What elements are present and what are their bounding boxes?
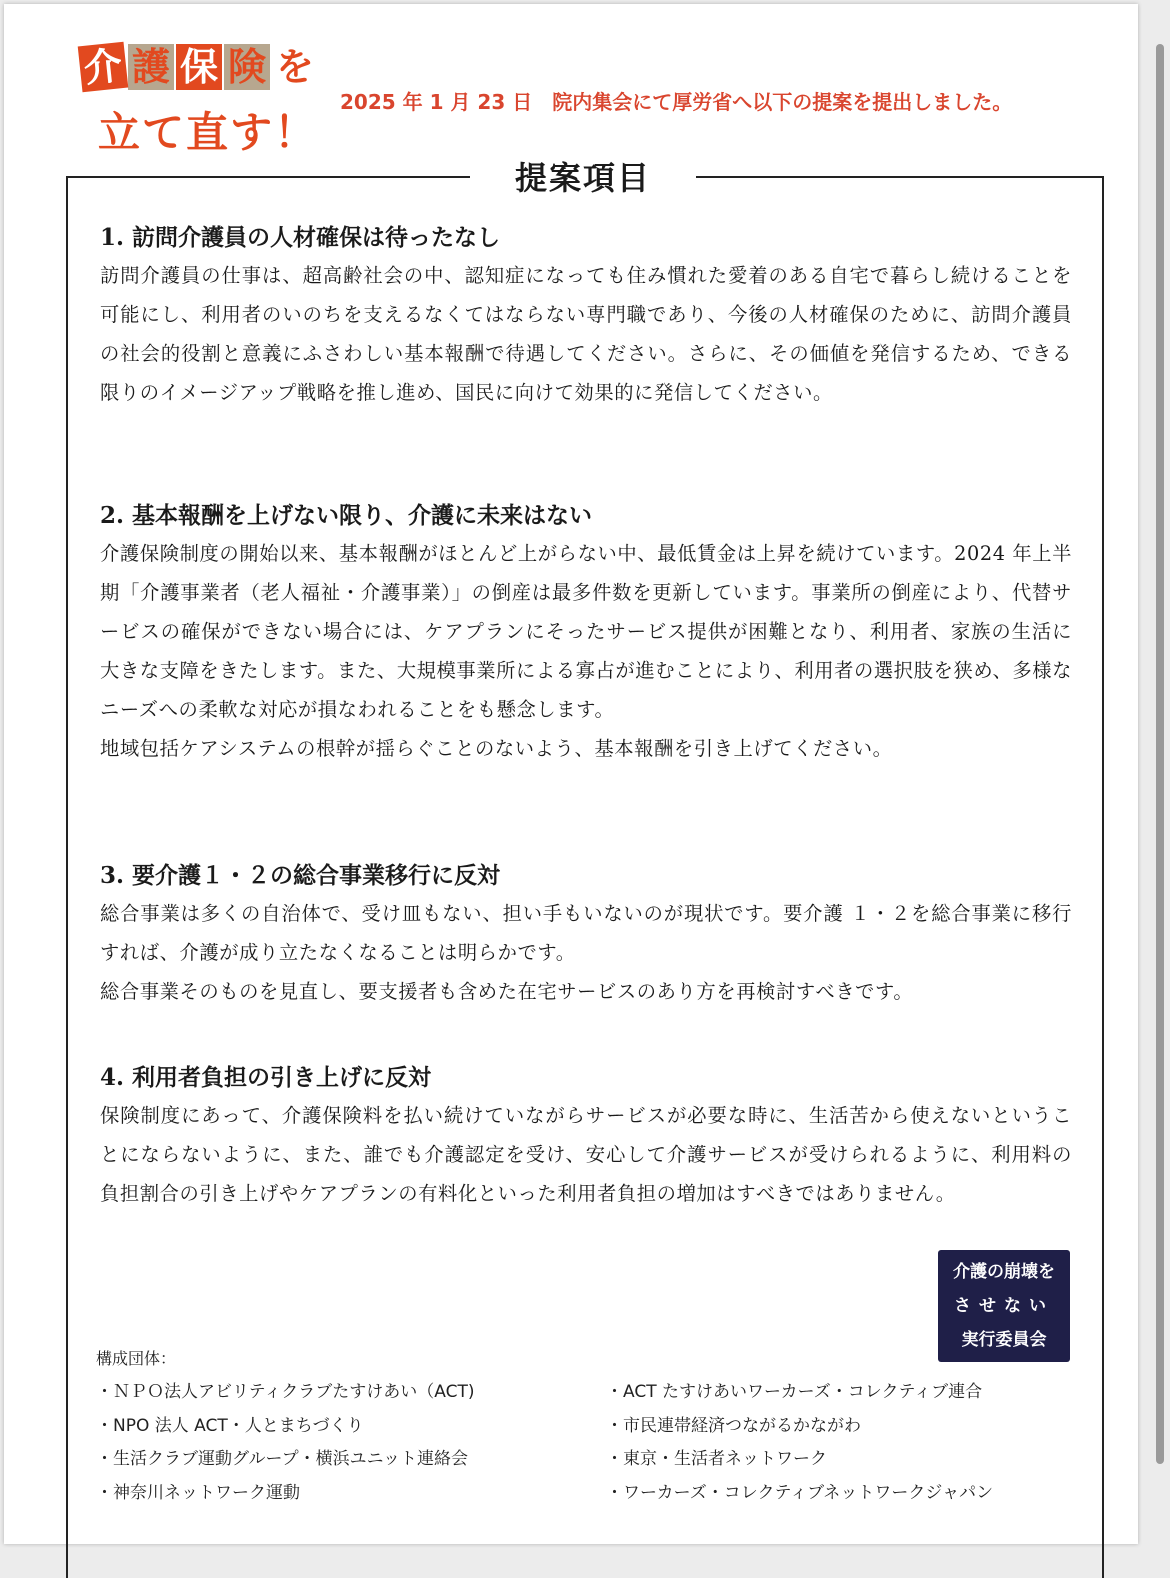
members-label: 構成団体： — [96, 1349, 177, 1368]
logo-tile: を — [275, 45, 314, 89]
member-item: ・ＮＰＯ法人アビリティクラブたすけあい（ACT) — [96, 1382, 475, 1402]
section-paragraph: 総合事業は多くの自治体で、受け皿もない、担い手もいないのが現状です。要介護 １・２を総合事業に移行すれば、介護が成り立たなくなることは明らかです。 — [100, 902, 1072, 964]
member-item: ・ワーカーズ・コレクティブネットワークジャパン — [606, 1482, 994, 1503]
proposal-section-1 — [100, 220, 1072, 412]
member-item: ・市民連帯経済つながるかながわ — [606, 1415, 861, 1436]
member-item: ・神奈川ネットワーク運動 — [96, 1482, 300, 1503]
section-paragraph: 総合事業そのものを見直し、要支援者も含めた在宅サービスのあり方を再検討すべきです。 — [100, 980, 914, 1003]
logo-tiles — [80, 38, 320, 96]
section-heading: 4. 利用者負担の引き上げに反対 — [100, 1064, 432, 1091]
member-item: ・ACT たすけあいワーカーズ・コレクティブ連合 — [606, 1382, 983, 1402]
box-title: 提案項目 — [470, 156, 696, 200]
logo-tile: 険 — [224, 44, 270, 90]
section-paragraph: 訪問介護員の仕事は、超高齢社会の中、認知症になっても住み慣れた愛着のある自宅で暮らし続けることを可能にし、利用者のいのちを支えるなくてはならない専門職であり、今後の人材確保のために、訪問介護員の社会的役割と意義にふさわしい基本報酬で待遇してください。さらに、その価値を発信するため、できる限りのイメージアップ戦略を推し進め、国民に向けて効果的に発信してください。 — [100, 264, 1072, 404]
section-heading: 1. 訪問介護員の人材確保は待ったなし — [100, 224, 501, 251]
proposal-section-2 — [100, 498, 1072, 768]
committee-badge — [938, 1250, 1070, 1362]
logo-tile: 護 — [128, 44, 174, 90]
badge-line: させない — [954, 1296, 1054, 1316]
campaign-logo — [80, 38, 330, 158]
badge-line: 介護の崩壊を — [953, 1262, 1055, 1282]
member-item: ・生活クラブ運動グループ・横浜ユニット連絡会 — [96, 1449, 468, 1469]
section-paragraph: 介護保険制度の開始以来、基本報酬がほとんど上がらない中、最低賃金は上昇を続けています。2024 年上半期「介護事業者（老人福祉・介護事業）」の倒産は最多件数を更新しています。事業所の倒産により、代替サービスの確保ができない場合には、ケアプランにそったサービス提供が困難となり、利用者、家族の生活に大きな支障をきたします。また、大規模事業所による寡占が進むことにより、利用者の選択肢を狭め、多様なニーズへの柔軟な対応が損なわれることをも懸念します。 — [100, 542, 1072, 721]
members-list-right — [606, 1376, 993, 1510]
member-item: ・NPO 法人 ACT・人とまちづくり — [96, 1415, 364, 1436]
logo-tile: 介 — [78, 42, 129, 93]
members-list-left — [96, 1376, 475, 1510]
section-heading: 2. 基本報酬を上げない限り、介護に未来はない — [100, 502, 593, 529]
section-heading: 3. 要介護１・２の総合事業移行に反対 — [100, 862, 501, 889]
logo-tile: 保 — [176, 44, 222, 90]
scrollbar[interactable] — [1156, 44, 1164, 1464]
badge-line: 実行委員会 — [961, 1330, 1047, 1350]
proposal-section-4 — [100, 1060, 1072, 1213]
member-item: ・東京・生活者ネットワーク — [606, 1449, 827, 1469]
section-paragraph: 地域包括ケアシステムの根幹が揺らぐことのないよう、基本報酬を引き上げてください。 — [100, 737, 893, 760]
logo-line2: 立て直す！ — [98, 108, 319, 157]
proposal-section-3 — [100, 858, 1072, 1011]
section-paragraph: 保険制度にあって、介護保険料を払い続けていながらサービスが必要な時に、生活苦から使えないということにならないように、また、誰でも介護認定を受け、安心して介護サービスが受けられるように、利用料の負担割合の引き上げやケアプランの有料化といった利用者負担の増加はすべきではありません。 — [100, 1104, 1072, 1205]
headline: 2025 年 1 月 23 日 院内集会にて厚労省へ以下の提案を提出しました。 — [340, 90, 1013, 114]
